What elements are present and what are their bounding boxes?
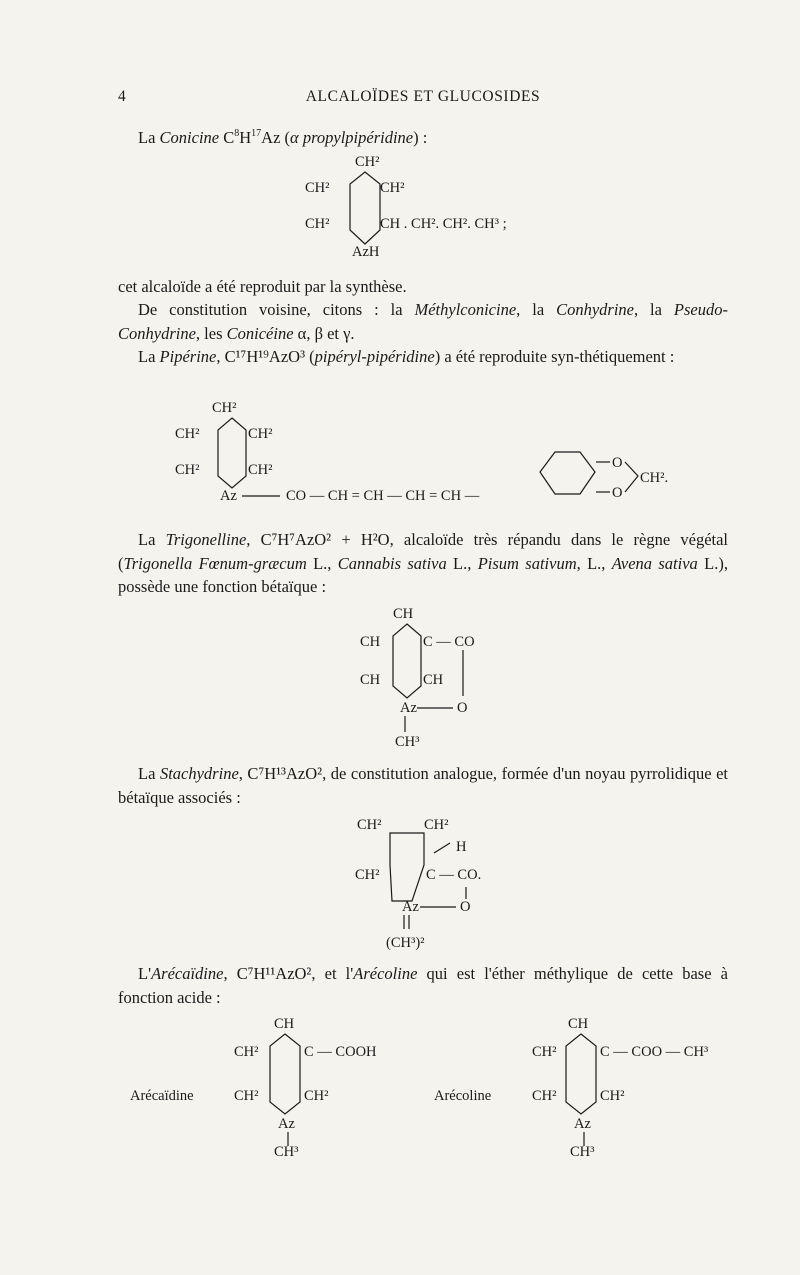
trigonelline-structure [355,604,555,754]
atom-label: CH [274,1016,295,1032]
paragraph-stachydrine [118,762,728,809]
atom-label: C — COOH [304,1044,377,1060]
atom-label: CH² [305,216,330,232]
atom-label: CH² [532,1044,557,1060]
paragraph-piperine [118,345,728,369]
paragraph-conicine [118,126,728,150]
ring-bonds [350,172,380,244]
text: cet alcaloïde a été reproduit par la synthèse. [118,277,407,296]
atom-label: AzH [352,244,380,260]
text: ) a été reproduite syn-thétiquement : [434,347,675,366]
atom-label: CH² [305,180,330,196]
atom-label: CH³ [274,1144,299,1160]
text: H [239,128,252,147]
text: L., [306,553,338,573]
text: La [138,347,160,366]
text: La [138,530,166,549]
atom-label: CH² [424,817,449,833]
tetrahydropyridine-ring [270,1034,300,1114]
atom-label: CH² [600,1088,625,1104]
compound-name: Stachydrine [159,764,239,783]
piperine-structure [170,396,730,511]
compound-name: Conhydrine [556,300,634,319]
atom-label: CH² [175,426,200,442]
text: ) : [413,128,428,147]
compound-label: Arécoline [434,1088,492,1104]
pyridine-ring [393,624,421,698]
atom-label: CH [568,1016,589,1032]
atom-label: C — COO — CH³ [600,1044,709,1060]
atom-label: H [456,839,467,855]
pyrrolidine-ring [390,833,424,901]
page-number: 4 [118,88,127,105]
atom-label: Az [220,488,237,504]
atom-label: CH³ [395,734,420,750]
species-name: Pisum sativum [477,553,577,573]
atom-label: O [460,899,471,915]
compound-name: Arécaïdine [151,964,224,983]
compound-label: Arécaïdine [130,1088,194,1104]
atom-label: CH² [532,1088,557,1104]
superscript: 17 [251,127,262,139]
piperidine-ring [218,418,246,488]
atom-label: C — CO. [426,867,482,883]
atom-label: CH² [304,1088,329,1104]
text: , C⁷H¹³AzO², de constitution analogue, formée d'un noyau pyrrolidique et bétaïque associés : [118,764,729,807]
systematic-name: α propylpipéridine [290,128,414,147]
atom-label: Az [400,700,417,716]
atom-label: CH³ [570,1144,595,1160]
coniine-structure [300,152,560,267]
text: La [138,128,160,147]
paragraph-constitution-voisine [118,298,728,345]
compound-name: Conicine [159,128,220,147]
atom-label: O [612,455,623,471]
atom-label: O [612,485,623,501]
atom-label: (CH³)² [386,935,425,951]
text: Az ( [261,128,291,147]
text: L., [446,553,478,573]
atom-label: CH² [357,817,382,833]
atom-label: CH [360,634,381,650]
text: qui est l'éther méthylique de cette base à fonction acide : [118,964,728,1007]
benzene-ring [540,452,595,494]
atom-label: O [457,700,468,716]
side-chain: CO — CH = CH — CH = CH — [286,488,480,504]
tetrahydropyridine-ring [566,1034,596,1114]
compound-name: Méthylconicine [414,300,517,319]
text: , L., [576,553,612,573]
text: L' [138,964,152,983]
atom-label: Az [574,1116,591,1132]
compound-name: Pseudo-Conhydrine [118,300,728,343]
atom-label: CH [423,672,444,688]
text: , la [634,300,674,319]
text: α, β et γ. [293,323,355,343]
systematic-name: pipéryl-pipéridine [314,347,435,366]
atom-label: CH² [175,462,200,478]
paragraph-arecaidine [118,962,728,1009]
text: , C¹⁷H¹⁹AzO³ ( [216,347,315,366]
atom-label: Az [278,1116,295,1132]
atom-label: CH² [234,1088,259,1104]
atom-label: CH² [248,462,273,478]
atom-label: CH² [234,1044,259,1060]
text: , les [195,323,227,343]
atom-label: Az [402,899,419,915]
paragraph-synthese [118,275,728,299]
text: C [219,128,235,147]
atom-label: CH [393,606,414,622]
species-name: Avena sativa [611,553,698,573]
atom-label: CH² [248,426,273,442]
bond [434,843,450,853]
compound-name: Conicéine [226,323,294,343]
atom-label: C — CO [423,634,475,650]
text: , la [516,300,557,319]
text: L.), possède une fonction bétaïque : [118,553,728,596]
paragraph-trigonelline [118,528,728,599]
arecaidine-structure [128,1010,408,1160]
atom-label: CH [360,672,381,688]
compound-name: Pipérine [159,347,217,366]
running-head-title: ALCALOÏDES ET GLUCOSIDES [305,88,541,105]
compound-name: Trigonelline [165,530,247,549]
atom-label: CH² [355,154,380,170]
text: La [138,764,160,783]
atom-label: CH² [212,400,237,416]
methylene-bridge [625,462,638,492]
text: , C⁷H¹¹AzO², et l' [223,964,354,983]
atom-label: CH² [380,180,405,196]
species-name: Cannabis sativa [337,553,447,573]
arecoline-structure [432,1010,732,1160]
atom-label: CH² [355,867,380,883]
compound-name: Arécoline [353,964,418,983]
stachydrine-structure [352,815,552,955]
atom-label: CH². [640,470,669,486]
species-name: Trigonella Fœnum-græcum [123,553,307,573]
text: , C⁷H⁷AzO² + H²O, alcaloïde très répandu dans le règne végétal ( [118,530,729,573]
text: De constitution voisine, citons : la [138,300,415,319]
atom-label: CH . CH². CH². CH³ ; [380,216,507,232]
superscript: 8 [234,127,240,139]
